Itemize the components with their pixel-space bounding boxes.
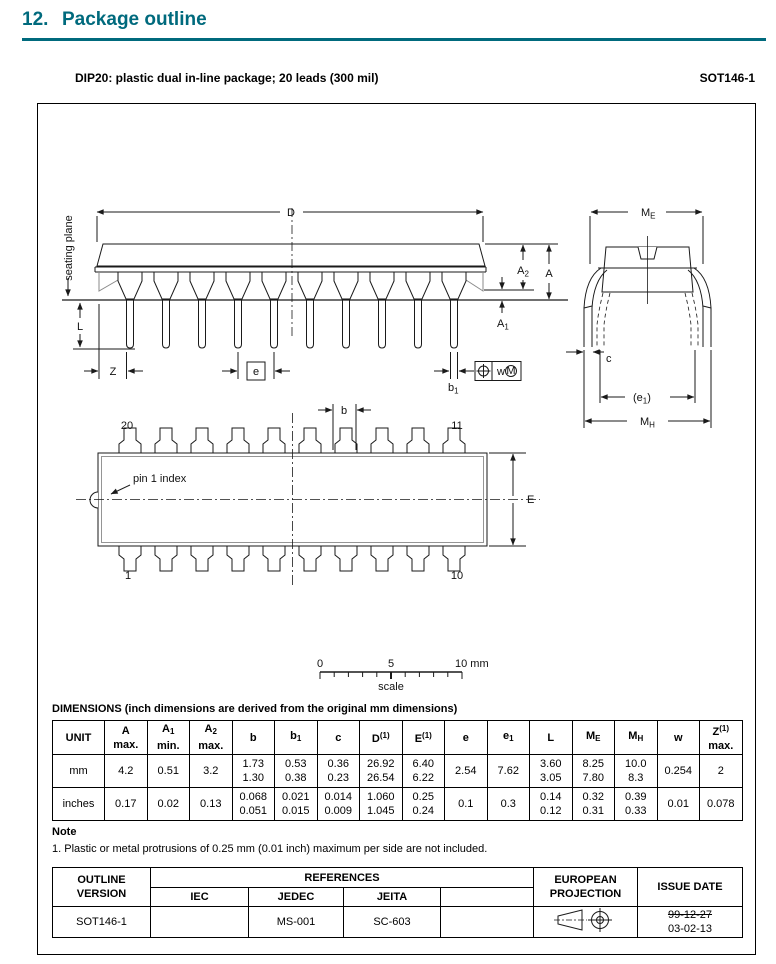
dim-value-cell: 0.02: [147, 788, 190, 821]
dim-col-header: A max.: [105, 721, 148, 755]
dim-value-cell: 0.14 0.12: [530, 788, 573, 821]
dim-value-cell: 0.01: [657, 788, 700, 821]
pin-number-20: 20: [120, 420, 134, 432]
dim-value-cell: 7.62: [487, 755, 530, 788]
outline-version-header: OUTLINE VERSION: [53, 868, 151, 907]
dim-table-row: [53, 788, 743, 821]
dim-value-cell: 6.40 6.22: [402, 755, 445, 788]
dim-value-cell: 0.17: [105, 788, 148, 821]
references-table: [52, 867, 743, 938]
issue-date-old: 99-12-27: [667, 909, 713, 921]
scale-tick-5: 5: [387, 658, 395, 670]
dim-value-cell: 0.254: [657, 755, 700, 788]
dimensions-table: [52, 720, 743, 821]
dim-value-cell: 0.021 0.015: [275, 788, 318, 821]
dim-value-cell: 8.25 7.80: [572, 755, 615, 788]
dim-col-header: $Z^{(1)}$ max.: [700, 721, 743, 755]
references-header: REFERENCES: [151, 868, 534, 888]
note-item: 1. Plastic or metal protrusions of 0.25 mm (0.01 inch) maximum per side are not included.: [52, 843, 488, 855]
dim-col-header: $A_1$ min.: [147, 721, 190, 755]
dim-col-header: $E^{(1)}$: [402, 721, 445, 755]
dim-label-c: c: [606, 353, 612, 365]
dim-col-header: $M_E$: [572, 721, 615, 755]
dim-value-cell: 0.36 0.23: [317, 755, 360, 788]
issue-date-value: [638, 907, 743, 938]
tolerance-m-label: M: [506, 365, 516, 377]
dim-value-cell: 0.13: [190, 788, 233, 821]
jeita-header: JEITA: [344, 888, 441, 907]
package-subtitle: DIP20: plastic dual in-line package; 20 leads (300 mil): [75, 71, 379, 85]
pin-number-11: 11: [451, 420, 463, 432]
dim-col-header: UNIT: [53, 721, 105, 755]
dim-value-cell: 0.014 0.009: [317, 788, 360, 821]
dim-value-cell: 0.1: [445, 788, 488, 821]
dim-value-cell: 10.0 8.3: [615, 755, 658, 788]
dim-value-cell: 1.73 1.30: [232, 755, 275, 788]
references-blank-value: [441, 907, 534, 938]
issue-date-header: ISSUE DATE: [638, 868, 743, 907]
dim-col-header: L: [530, 721, 573, 755]
dim-value-cell: 0.39 0.33: [615, 788, 658, 821]
dim-col-header: $b_1$: [275, 721, 318, 755]
dim-value-cell: 3.2: [190, 755, 233, 788]
dim-col-header: e: [445, 721, 488, 755]
dim-label-MH: $M_H$: [640, 416, 655, 430]
dim-label-E: E: [527, 494, 535, 506]
dim-unit-cell: inches: [53, 788, 105, 821]
section-number: 12.: [22, 9, 49, 30]
section-title: Package outline: [62, 9, 207, 30]
dim-value-cell: 0.078: [700, 788, 743, 821]
dim-label-e: e: [252, 366, 260, 378]
iec-header: IEC: [151, 888, 249, 907]
pin1-index-label: pin 1 index: [133, 473, 187, 485]
dim-value-cell: 1.060 1.045: [360, 788, 403, 821]
dim-value-cell: 0.32 0.31: [572, 788, 615, 821]
jedec-header: JEDEC: [249, 888, 344, 907]
outline-version-value: SOT146-1: [53, 907, 151, 938]
dim-label-D: D: [287, 207, 295, 219]
dim-label-A: A: [545, 268, 553, 280]
dim-value-cell: 3.60 3.05: [530, 755, 573, 788]
references-blank-header: [441, 888, 534, 907]
scale-tick-0: 0: [316, 658, 324, 670]
pin-number-1: 1: [124, 570, 132, 582]
projection-symbol-cell: [534, 907, 638, 938]
scale-label: scale: [378, 681, 404, 693]
dim-label-A1: $A_1$: [497, 318, 509, 332]
package-code: SOT146-1: [699, 71, 755, 85]
dim-col-header: b: [232, 721, 275, 755]
dim-label-ME: $M_E$: [641, 207, 656, 221]
dim-value-cell: 4.2: [105, 755, 148, 788]
dim-value-cell: 0.25 0.24: [402, 788, 445, 821]
dim-col-header: c: [317, 721, 360, 755]
dim-value-cell: 26.92 26.54: [360, 755, 403, 788]
dimensions-caption: DIMENSIONS (inch dimensions are derived from the original mm dimensions): [52, 703, 458, 715]
pin-number-10: 10: [450, 570, 464, 582]
dim-label-Z: Z: [109, 366, 117, 378]
dim-col-header: $D^{(1)}$: [360, 721, 403, 755]
dim-value-cell: 0.068 0.051: [232, 788, 275, 821]
dim-col-header: $e_1$: [487, 721, 530, 755]
dim-label-b: b: [340, 405, 348, 417]
dim-value-cell: 0.51: [147, 755, 190, 788]
dim-col-header: $M_H$: [615, 721, 658, 755]
tolerance-w-label: w: [497, 366, 505, 378]
dim-unit-cell: mm: [53, 755, 105, 788]
dim-col-header: $A_2$ max.: [190, 721, 233, 755]
dim-label-b1: $b_1$: [448, 382, 459, 396]
european-projection-header: EUROPEAN PROJECTION: [534, 868, 638, 907]
dim-label-L: L: [76, 321, 84, 333]
issue-date-new: 03-02-13: [667, 923, 713, 935]
dim-value-cell: 2: [700, 755, 743, 788]
jeita-value: SC-603: [344, 907, 441, 938]
dim-value-cell: 2.54: [445, 755, 488, 788]
note-heading: Note: [52, 826, 77, 838]
dim-value-cell: 0.3: [487, 788, 530, 821]
dim-table-row: [53, 755, 743, 788]
first-angle-projection-icon: [554, 907, 618, 933]
dim-label-A2: $A_2$: [517, 265, 529, 279]
jedec-value: MS-001: [249, 907, 344, 938]
dim-label-e1: $(e_1)$: [633, 392, 651, 406]
dim-value-cell: 0.53 0.38: [275, 755, 318, 788]
dim-col-header: w: [657, 721, 700, 755]
iec-value: [151, 907, 249, 938]
seating-plane-label: seating plane: [63, 215, 75, 281]
scale-tick-10: 10 mm: [455, 658, 489, 670]
